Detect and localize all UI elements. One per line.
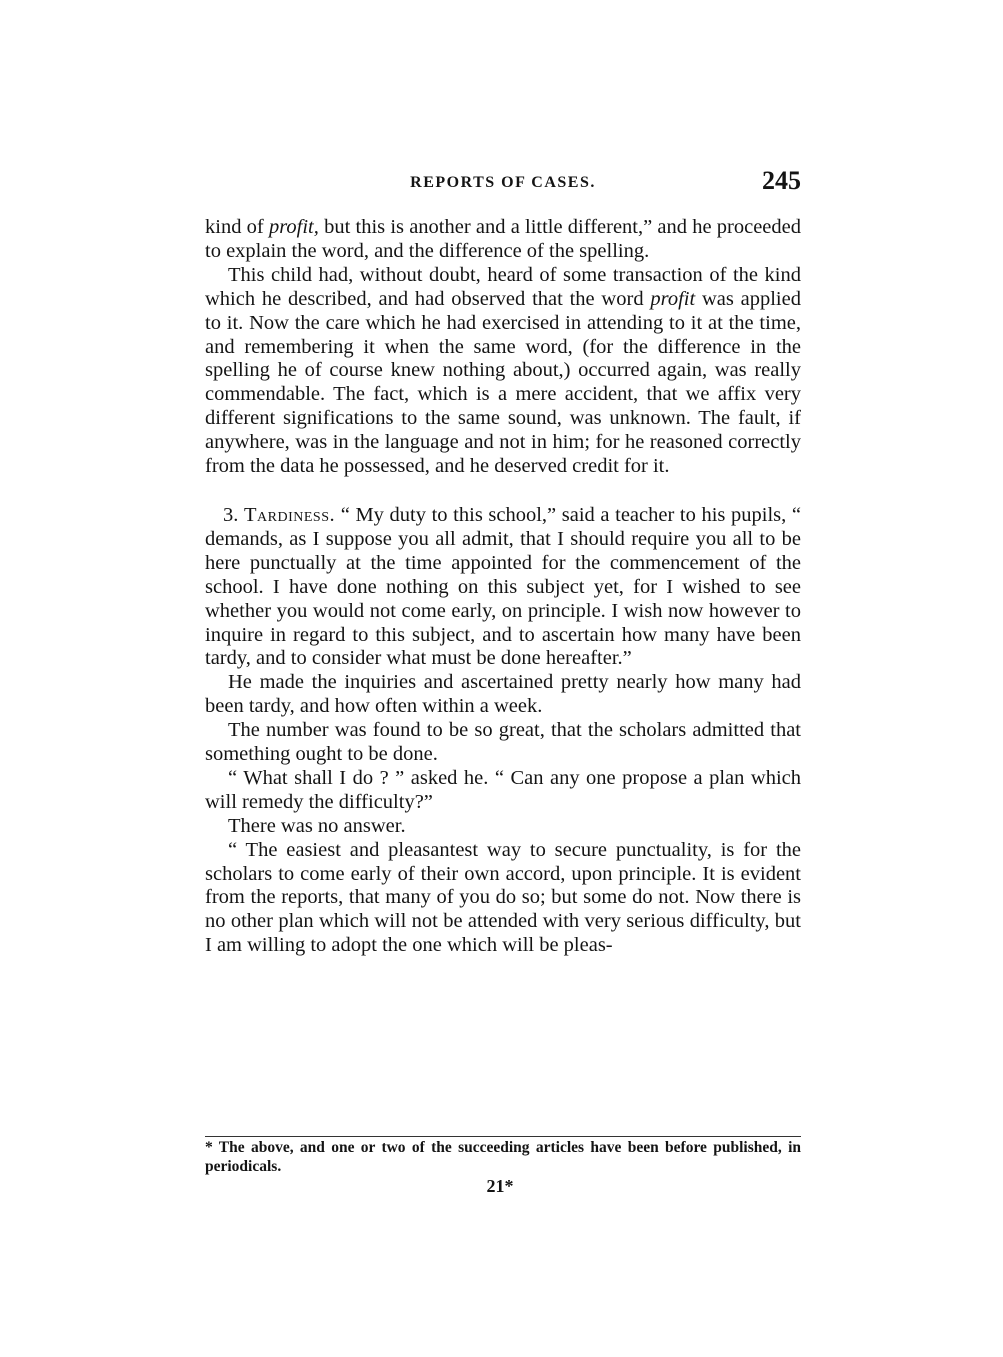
section-heading: Tardiness. <box>244 503 336 526</box>
signature-mark: 21* <box>486 1176 514 1196</box>
paragraph-text: but this is another and a little different,” and he proceeded to explain the word, and the difference of the spelling. <box>205 216 802 262</box>
page-number: 245 <box>762 166 801 195</box>
footnote <box>205 1138 801 1176</box>
footnote-mark: * <box>205 1139 213 1156</box>
paragraph-what-shall-i-do: “ What shall I do ? ” asked he. “ Can any one propose a plan which will remedy the difficulty?” <box>205 766 801 813</box>
paragraph-text: “ My duty to this school,” said a teacher to his pupils, “ demands, as I suppose you all admit, that I should require you all to be here punctually at the time appointed for the commencement of the school. I have done nothing on this subject yet, for I wished to see whether you would not come early, on principle. I wish now however to inquire in regard to this subject, and to ascertain how many have been tardy, and to consider what must be done hereafter.” <box>205 503 801 670</box>
paragraph-no-answer: There was no answer. <box>228 814 406 837</box>
footnote-text: The above, and one or two of the succeeding articles have been before published, in periodicals. <box>205 1139 801 1175</box>
paragraph-inquiries: He made the inquiries and ascertained pretty nearly how many had been tardy, and how often within a week. <box>205 671 801 718</box>
paragraph-easiest-way: “ The easiest and pleasantest way to secure punctuality, is for the scholars to come early of their own accord, upon principle. It is evident from the reports, that many of you do so; but some do not. Now there is no other plan which will not be attended with very serious difficulty, but I am willing to adopt the one which will be pleas- <box>205 838 801 957</box>
body-text <box>205 216 801 958</box>
running-head: REPORTS OF CASES. <box>410 174 596 191</box>
paragraph-text: This child had, without doubt, heard of some transaction of the kind which he described, and had observed that the word <box>205 263 801 310</box>
paragraph-number-great: The number was found to be so great, that the scholars admitted that something ought to be done. <box>205 719 801 766</box>
italic-word: profit, <box>268 216 319 238</box>
italic-word: profit <box>650 287 696 310</box>
paragraph-text: was applied to it. Now the care which he had exercised in attending to it at the time, and remembering it when the same word, (for the difference in the spelling he of course knew nothing about,) occurred again, was really commendable. The fact, which is a mere accident, that we affix very different significations to the same sound, was unknown. The fault, if anywhere, was in the language and not in him; for he reasoned correctly from the data he possessed, and he deserved credit for it. <box>205 287 801 478</box>
paragraph-child-reasoning <box>205 264 801 479</box>
paragraph-continuation <box>205 216 801 264</box>
page-header <box>205 166 801 200</box>
paragraph-text: kind of <box>205 216 269 238</box>
section-number: 3. <box>223 503 244 526</box>
section-tardiness <box>205 504 801 671</box>
footnote-rule <box>205 1136 801 1137</box>
